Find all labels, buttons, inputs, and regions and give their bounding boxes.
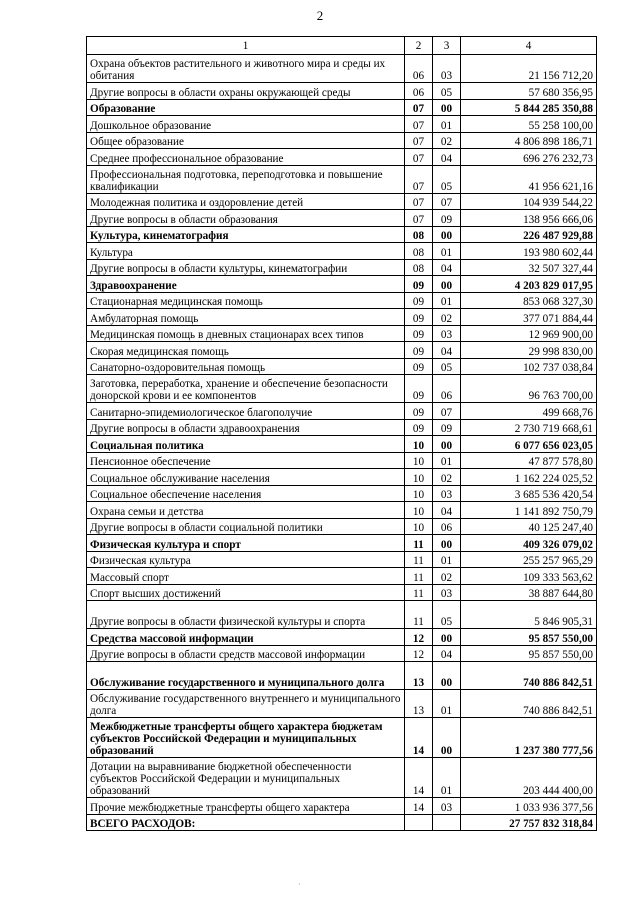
- row-subsection-code: 01: [433, 690, 461, 718]
- row-amount: 377 071 884,44: [461, 309, 597, 326]
- table-row: [87, 469, 597, 486]
- table-row: [87, 568, 597, 585]
- row-amount: 138 956 666,06: [461, 210, 597, 227]
- scan-dot: ·: [298, 880, 301, 889]
- row-subsection-code: 01: [433, 551, 461, 568]
- row-subsection-code: 04: [433, 259, 461, 276]
- table-row: [87, 243, 597, 260]
- row-section-code: 14: [405, 718, 433, 758]
- row-name: Социальное обслуживание населения: [87, 469, 405, 486]
- row-subsection-code: 05: [433, 165, 461, 193]
- row-subsection-code: 00: [433, 629, 461, 646]
- row-amount: 6 077 656 023,05: [461, 436, 597, 453]
- header-col-4: 4: [461, 37, 597, 55]
- row-section-code: 08: [405, 259, 433, 276]
- row-section-code: 14: [405, 798, 433, 815]
- row-name: Обслуживание государственного внутреннего и муниципального долга: [87, 690, 405, 718]
- row-name: Дотации на выравнивание бюджетной обеспеченности субъектов Российской Федерации и муниципальных образований: [87, 758, 405, 798]
- row-section-code: 10: [405, 485, 433, 502]
- section-row: [87, 535, 597, 552]
- row-amount: 2 730 719 668,61: [461, 419, 597, 436]
- row-section-code: 06: [405, 83, 433, 100]
- table-row: [87, 83, 597, 100]
- row-section-code: 09: [405, 309, 433, 326]
- table-row: [87, 309, 597, 326]
- row-name: Другие вопросы в области культуры, кинематографии: [87, 259, 405, 276]
- row-subsection-code: [433, 814, 461, 831]
- row-name: Санитарно-эпидемиологическое благополучие: [87, 403, 405, 420]
- row-name: Социальное обеспечение населения: [87, 485, 405, 502]
- row-subsection-code: 03: [433, 325, 461, 342]
- row-amount: 226 487 929,88: [461, 226, 597, 243]
- section-row: [87, 662, 597, 690]
- row-amount: 1 162 224 025,52: [461, 469, 597, 486]
- table-row: [87, 358, 597, 375]
- row-section-code: 07: [405, 132, 433, 149]
- row-amount: 29 998 830,00: [461, 342, 597, 359]
- row-name: Охрана семьи и детства: [87, 502, 405, 519]
- row-subsection-code: 02: [433, 309, 461, 326]
- row-amount: 255 257 965,29: [461, 551, 597, 568]
- row-name: Амбулаторная помощь: [87, 309, 405, 326]
- row-subsection-code: 03: [433, 798, 461, 815]
- row-subsection-code: 00: [433, 276, 461, 293]
- row-section-code: [405, 814, 433, 831]
- row-name: Другие вопросы в области средств массовой информации: [87, 645, 405, 662]
- row-name: Медицинская помощь в дневных стационарах всех типов: [87, 325, 405, 342]
- row-amount: 41 956 621,16: [461, 165, 597, 193]
- row-section-code: 07: [405, 149, 433, 166]
- row-subsection-code: 09: [433, 419, 461, 436]
- row-amount: 1 141 892 750,79: [461, 502, 597, 519]
- row-name: Другие вопросы в области здравоохранения: [87, 419, 405, 436]
- row-name: Обслуживание государственного и муниципального долга: [87, 662, 405, 690]
- row-section-code: 07: [405, 193, 433, 210]
- header-col-2: 2: [405, 37, 433, 55]
- row-name: Межбюджетные трансферты общего характера бюджетам субъектов Российской Федерации и муниципальных образований: [87, 718, 405, 758]
- row-section-code: 10: [405, 518, 433, 535]
- table-row: [87, 132, 597, 149]
- section-row: [87, 276, 597, 293]
- row-section-code: 10: [405, 469, 433, 486]
- table-row: [87, 375, 597, 403]
- row-amount: 4 203 829 017,95: [461, 276, 597, 293]
- row-section-code: 10: [405, 436, 433, 453]
- row-amount: 96 763 700,00: [461, 375, 597, 403]
- row-section-code: 08: [405, 243, 433, 260]
- row-name: Физическая культура: [87, 551, 405, 568]
- row-amount: 38 887 644,80: [461, 584, 597, 601]
- row-amount: 104 939 544,22: [461, 193, 597, 210]
- row-name: Культура, кинематография: [87, 226, 405, 243]
- row-amount: 32 507 327,44: [461, 259, 597, 276]
- row-subsection-code: 00: [433, 99, 461, 116]
- row-name: Пенсионное обеспечение: [87, 452, 405, 469]
- row-subsection-code: 00: [433, 535, 461, 552]
- row-subsection-code: 06: [433, 518, 461, 535]
- row-amount: 12 969 900,00: [461, 325, 597, 342]
- row-section-code: 07: [405, 99, 433, 116]
- table-row: [87, 210, 597, 227]
- row-section-code: 06: [405, 55, 433, 83]
- header-col-1: 1: [87, 37, 405, 55]
- row-amount: 95 857 550,00: [461, 629, 597, 646]
- table-row: [87, 551, 597, 568]
- row-amount: 47 877 578,80: [461, 452, 597, 469]
- row-subsection-code: 06: [433, 375, 461, 403]
- row-section-code: 14: [405, 758, 433, 798]
- row-name: Культура: [87, 243, 405, 260]
- row-subsection-code: 03: [433, 584, 461, 601]
- section-row: [87, 629, 597, 646]
- row-subsection-code: 01: [433, 758, 461, 798]
- table-row: [87, 798, 597, 815]
- row-section-code: 11: [405, 584, 433, 601]
- row-section-code: 10: [405, 502, 433, 519]
- table-row: [87, 518, 597, 535]
- row-amount: 203 444 400,00: [461, 758, 597, 798]
- row-section-code: 13: [405, 662, 433, 690]
- row-name: Другие вопросы в области физической культуры и спорта: [87, 601, 405, 629]
- expenditure-table: [86, 36, 597, 831]
- row-amount: 4 806 898 186,71: [461, 132, 597, 149]
- row-amount: 109 333 563,62: [461, 568, 597, 585]
- row-subsection-code: 04: [433, 502, 461, 519]
- row-amount: 740 886 842,51: [461, 662, 597, 690]
- table-row: [87, 403, 597, 420]
- row-amount: 102 737 038,84: [461, 358, 597, 375]
- row-section-code: 12: [405, 645, 433, 662]
- row-amount: 499 668,76: [461, 403, 597, 420]
- row-name: Общее образование: [87, 132, 405, 149]
- table-row: [87, 165, 597, 193]
- row-name: Здравоохранение: [87, 276, 405, 293]
- row-subsection-code: 05: [433, 601, 461, 629]
- row-amount: 409 326 079,02: [461, 535, 597, 552]
- row-subsection-code: 01: [433, 452, 461, 469]
- table-row: [87, 292, 597, 309]
- row-subsection-code: 03: [433, 55, 461, 83]
- row-subsection-code: 00: [433, 662, 461, 690]
- row-subsection-code: 01: [433, 292, 461, 309]
- row-subsection-code: 04: [433, 342, 461, 359]
- row-section-code: 11: [405, 535, 433, 552]
- table-row: [87, 645, 597, 662]
- row-name: Молодежная политика и оздоровление детей: [87, 193, 405, 210]
- row-section-code: 11: [405, 551, 433, 568]
- section-row: [87, 814, 597, 831]
- row-amount: 193 980 602,44: [461, 243, 597, 260]
- row-amount: 55 258 100,00: [461, 116, 597, 133]
- row-section-code: 09: [405, 375, 433, 403]
- row-subsection-code: 01: [433, 243, 461, 260]
- row-section-code: 07: [405, 165, 433, 193]
- row-amount: 95 857 550,00: [461, 645, 597, 662]
- row-name: Другие вопросы в области образования: [87, 210, 405, 227]
- row-name: Профессиональная подготовка, переподготовка и повышение квалификации: [87, 165, 405, 193]
- row-name: Средства массовой информации: [87, 629, 405, 646]
- row-amount: 3 685 536 420,54: [461, 485, 597, 502]
- row-subsection-code: 00: [433, 436, 461, 453]
- row-subsection-code: 07: [433, 403, 461, 420]
- row-name: Прочие межбюджетные трансферты общего характера: [87, 798, 405, 815]
- row-subsection-code: 05: [433, 83, 461, 100]
- row-section-code: 08: [405, 226, 433, 243]
- row-name: Спорт высших достижений: [87, 584, 405, 601]
- row-subsection-code: 02: [433, 469, 461, 486]
- header-col-3: 3: [433, 37, 461, 55]
- row-subsection-code: 04: [433, 149, 461, 166]
- row-name: ВСЕГО РАСХОДОВ:: [87, 814, 405, 831]
- row-name: Физическая культура и спорт: [87, 535, 405, 552]
- row-subsection-code: 04: [433, 645, 461, 662]
- header-row: [87, 37, 597, 55]
- row-name: Скорая медицинская помощь: [87, 342, 405, 359]
- row-section-code: 09: [405, 342, 433, 359]
- row-section-code: 09: [405, 325, 433, 342]
- row-section-code: 07: [405, 116, 433, 133]
- row-amount: 21 156 712,20: [461, 55, 597, 83]
- table-row: [87, 485, 597, 502]
- table-row: [87, 758, 597, 798]
- table-row: [87, 149, 597, 166]
- table-row: [87, 452, 597, 469]
- section-row: [87, 226, 597, 243]
- row-name: Заготовка, переработка, хранение и обеспечение безопасности донорской крови и ее компонентов: [87, 375, 405, 403]
- row-section-code: 09: [405, 292, 433, 309]
- table-row: [87, 325, 597, 342]
- row-section-code: 09: [405, 403, 433, 420]
- row-name: Дошкольное образование: [87, 116, 405, 133]
- row-section-code: 11: [405, 601, 433, 629]
- row-section-code: 12: [405, 629, 433, 646]
- row-name: Массовый спорт: [87, 568, 405, 585]
- table-row: [87, 193, 597, 210]
- table-row: [87, 259, 597, 276]
- row-section-code: 09: [405, 276, 433, 293]
- section-row: [87, 99, 597, 116]
- row-name: Образование: [87, 99, 405, 116]
- row-amount: 1 237 380 777,56: [461, 718, 597, 758]
- table-row: [87, 116, 597, 133]
- row-section-code: 11: [405, 568, 433, 585]
- row-name: Охрана объектов растительного и животного мира и среды их обитания: [87, 55, 405, 83]
- page-number: 2: [316, 8, 324, 23]
- row-amount: 40 125 247,40: [461, 518, 597, 535]
- row-subsection-code: 03: [433, 485, 461, 502]
- section-row: [87, 436, 597, 453]
- row-subsection-code: 07: [433, 193, 461, 210]
- row-name: Другие вопросы в области социальной политики: [87, 518, 405, 535]
- row-subsection-code: 09: [433, 210, 461, 227]
- row-amount: 5 846 905,31: [461, 601, 597, 629]
- row-section-code: 09: [405, 419, 433, 436]
- row-section-code: 13: [405, 690, 433, 718]
- row-subsection-code: 00: [433, 226, 461, 243]
- table-row: [87, 502, 597, 519]
- row-name: Санаторно-оздоровительная помощь: [87, 358, 405, 375]
- table-body: [87, 55, 597, 831]
- row-amount: 740 886 842,51: [461, 690, 597, 718]
- row-section-code: 07: [405, 210, 433, 227]
- row-amount: 27 757 832 318,84: [461, 814, 597, 831]
- row-subsection-code: 02: [433, 132, 461, 149]
- row-amount: 696 276 232,73: [461, 149, 597, 166]
- row-subsection-code: 02: [433, 568, 461, 585]
- row-subsection-code: 05: [433, 358, 461, 375]
- row-amount: 5 844 285 350,88: [461, 99, 597, 116]
- table-row: [87, 584, 597, 601]
- table-row: [87, 342, 597, 359]
- table-row: [87, 690, 597, 718]
- row-amount: 57 680 356,95: [461, 83, 597, 100]
- row-subsection-code: 00: [433, 718, 461, 758]
- row-name: Другие вопросы в области охраны окружающей среды: [87, 83, 405, 100]
- row-section-code: 09: [405, 358, 433, 375]
- table-row: [87, 601, 597, 629]
- table-row: [87, 419, 597, 436]
- row-name: Стационарная медицинская помощь: [87, 292, 405, 309]
- row-amount: 853 068 327,30: [461, 292, 597, 309]
- section-row: [87, 718, 597, 758]
- row-name: Среднее профессиональное образование: [87, 149, 405, 166]
- row-name: Социальная политика: [87, 436, 405, 453]
- row-section-code: 10: [405, 452, 433, 469]
- row-amount: 1 033 936 377,56: [461, 798, 597, 815]
- table-row: [87, 55, 597, 83]
- row-subsection-code: 01: [433, 116, 461, 133]
